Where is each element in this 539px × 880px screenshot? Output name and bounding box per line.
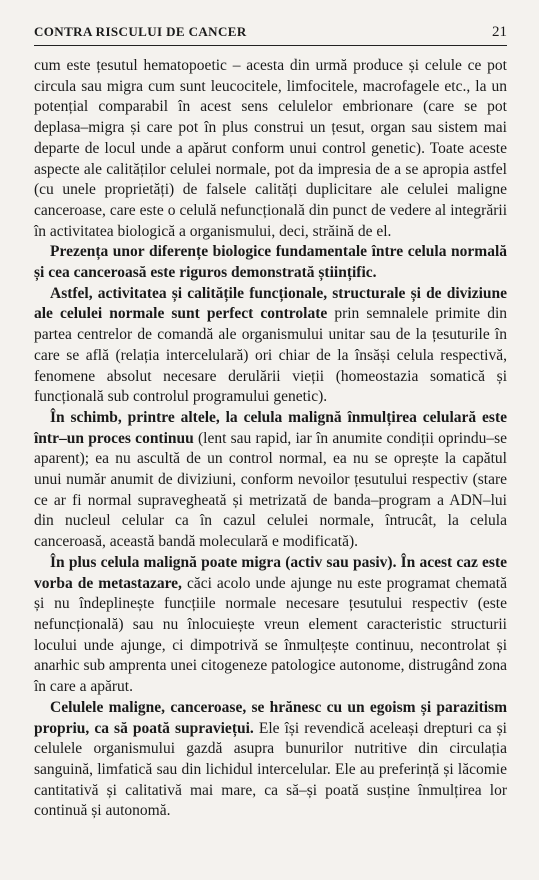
body-text bbox=[34, 56, 507, 822]
paragraph-bold-lead: În schimb, printre altele, la celula malignă înmulțirea celulară este într–un proces continuu bbox=[34, 408, 507, 447]
paragraph-text: căci acolo unde ajunge nu este programat chemată și nu îndeplinește funcțiile normale necesare țesutului respectiv (este nefuncțională) sau nu înlocuiește vreun element caracteristic structurii locului unde ajunge, ci dimpotrivă se înmulțește continuu, necontrolat și anarhic sub amprenta unei citogeneze patologice autonome, distrugând zona în care a apărut. bbox=[34, 574, 507, 696]
paragraph bbox=[34, 408, 507, 553]
paragraph bbox=[34, 284, 507, 408]
paragraph bbox=[34, 242, 507, 283]
page-header bbox=[34, 24, 507, 46]
paragraph-text: prin semnalele primite din partea centrelor de comandă ale organismului unitar sau de la țesuturile în care se află (relația intercelulară) ori chiar de la însăși celula respectivă, fenomene absolut necesare derulării vieții (homeostazia somatică și funcțională sub controlul programului genetic). bbox=[34, 305, 508, 406]
paragraph bbox=[34, 553, 507, 698]
paragraph-text: Ele își revendică aceleași drepturi ca și celulele organismului gazdă asupra bunurilor nutritive din circulația sanguină, limfatică sau din lichidul intercelular. Ele au preferință și lăcomie cantitativă și calitativă mai mare, ca să–și poată susține înmulțirea lor continuă și autonomă. bbox=[34, 719, 507, 820]
paragraph-text: (lent sau rapid, iar în anumite condiții oprindu–se aparent); ea nu ascultă de un control normal, ea nu se oprește la capătul unui număr anumit de diviziuni, conform nevoilor țesutului respectiv (stare ce ar fi normal supravegheată și metrizată de banda–program a ADN–lui din nucleul celular ca în cazul celulei normale, întrucât, la celula canceroasă, această bandă moleculară e modificată). bbox=[34, 429, 507, 551]
page-number: 21 bbox=[492, 24, 507, 40]
paragraph-bold-lead: Prezența unor diferențe biologice fundamentale între celula normală și cea canceroasă este riguros demonstrată științific. bbox=[34, 243, 507, 282]
paragraph bbox=[34, 56, 507, 242]
paragraph-bold-lead: Astfel, activitatea și calitățile funcționale, structurale și de diviziune ale celulei normale sunt perfect controlate bbox=[34, 284, 507, 323]
running-title: CONTRA RISCULUI DE CANCER bbox=[34, 24, 247, 39]
paragraph-bold-lead: În plus celula malignă poate migra (activ sau pasiv). În acest caz este vorba de metastazare, bbox=[34, 553, 507, 592]
paragraph-bold-lead: Celulele maligne, canceroase, se hrănesc cu un egoism și parazitism propriu, ca să poată supraviețui. bbox=[34, 698, 507, 737]
paragraph bbox=[34, 698, 507, 822]
paragraph-text: cum este țesutul hematopoetic – acesta din urmă produce și celule ce pot circula sau migra cum sunt leucocitele, limfocitele, macrofagele etc., la un potențial comparabil în acest sens celulelor embrionare (care se pot deplasa–migra și care pot în plus construi un țesut, organ sau sistem mai departe de locul unde a apărut conform unui control genetic). Toate aceste aspecte ale calităților celulei normale, pot da impresia de a se apropia astfel (cu unele proprietăți) de falsele calități duplicitare ale celulei maligne canceroase, care este o celulă nefuncțională din punct de vedere al integrării în activitatea biologică a organismului, deci, străină de el. bbox=[34, 57, 507, 240]
